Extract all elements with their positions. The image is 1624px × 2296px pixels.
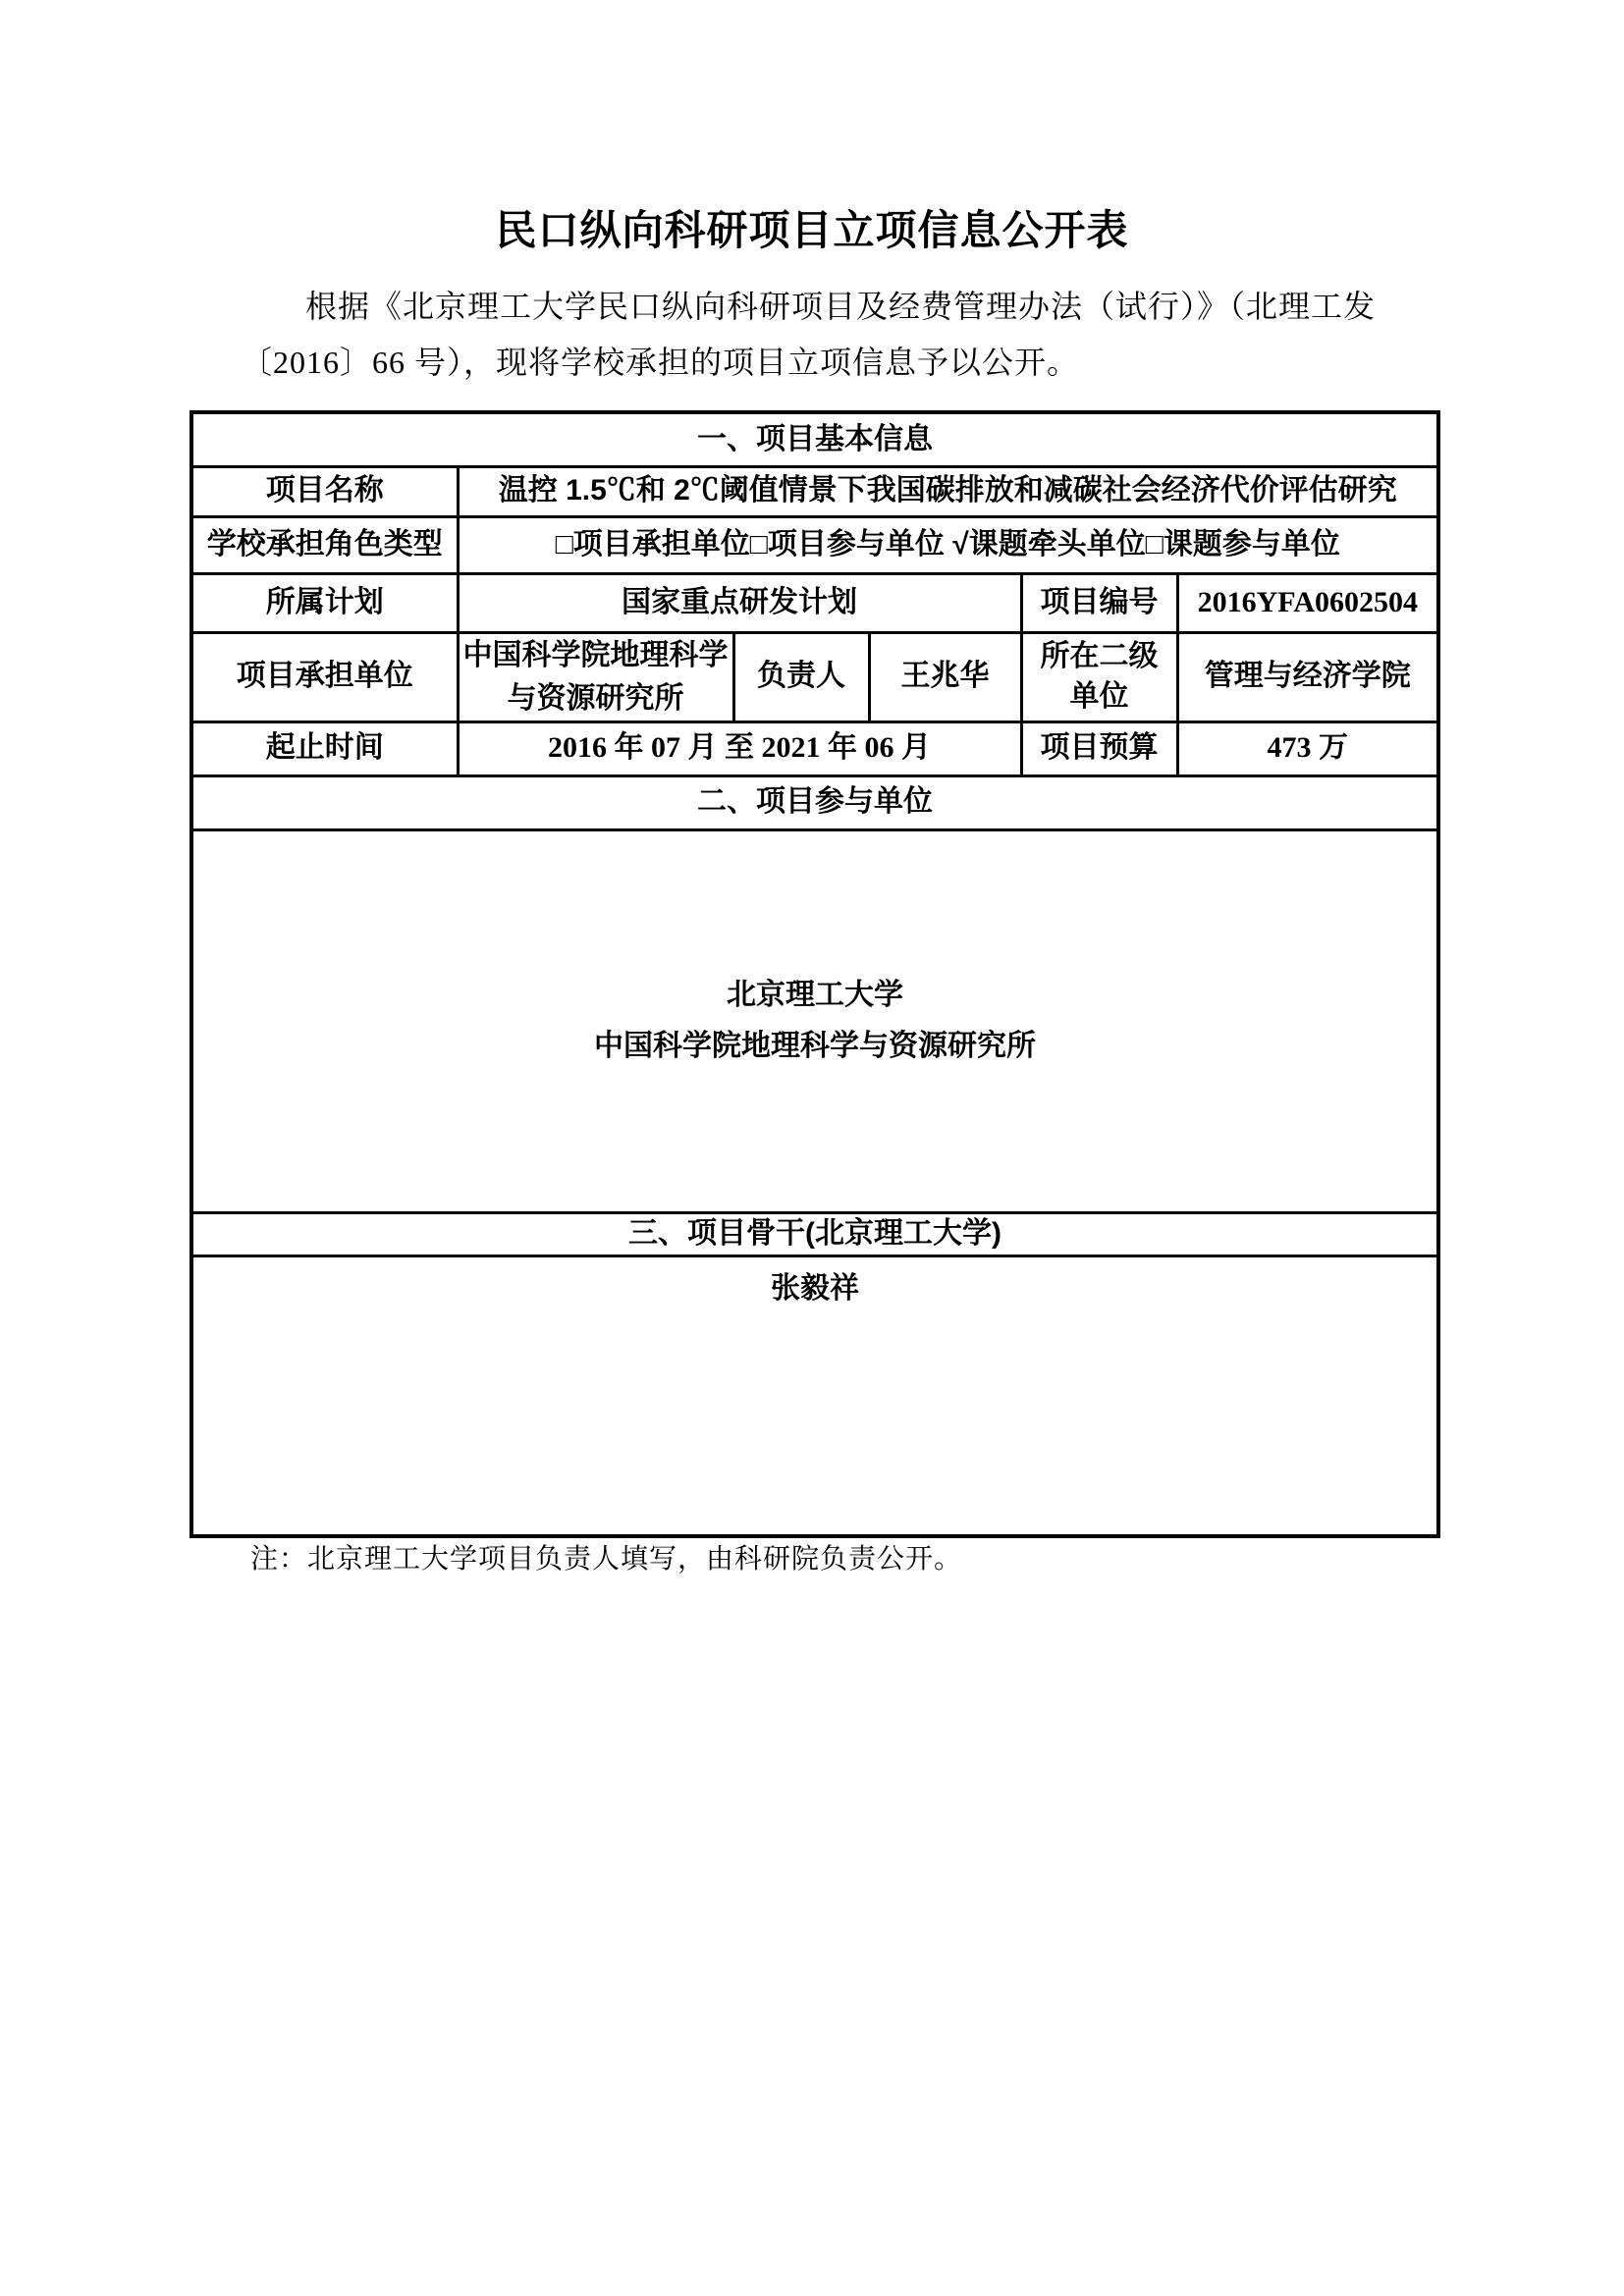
section-core-members-header: 三、项目骨干(北京理工大学) xyxy=(191,1212,1438,1255)
page-title: 民口纵向科研项目立项信息公开表 xyxy=(495,207,1129,253)
project-info-table xyxy=(189,410,1440,1538)
project-name-value: 温控 1.5℃和 2℃阈值情景下我国碳排放和减碳社会经济代价评估研究 xyxy=(458,466,1438,516)
table-row xyxy=(191,573,1438,632)
core-members-cell xyxy=(191,1255,1438,1536)
budget-label: 项目预算 xyxy=(1021,721,1177,775)
participating-unit: 中国科学院地理科学与资源研究所 xyxy=(594,1030,1037,1062)
secondary-unit-value: 管理与经济学院 xyxy=(1177,632,1438,721)
participating-units-list xyxy=(193,970,1436,1072)
intro-line-2: 〔2016〕66 号），现将学校承担的项目立项信息予以公开。 xyxy=(241,345,1080,380)
core-member: 张毅祥 xyxy=(771,1271,860,1305)
participating-units-cell xyxy=(191,829,1438,1212)
duration-label: 起止时间 xyxy=(191,721,458,775)
project-name-label: 项目名称 xyxy=(191,466,458,516)
role-type-label: 学校承担角色类型 xyxy=(191,516,458,573)
table-row xyxy=(191,412,1438,466)
table-row xyxy=(191,829,1438,1212)
table-row xyxy=(191,1255,1438,1536)
secondary-unit-label: 所在二级单位 xyxy=(1021,632,1177,721)
undertaking-unit-label: 项目承担单位 xyxy=(191,632,458,721)
undertaking-unit-value: 中国科学院地理科学与资源研究所 xyxy=(458,632,733,721)
table-row xyxy=(191,632,1438,721)
table-row xyxy=(191,775,1438,829)
leader-value: 王兆华 xyxy=(869,632,1021,721)
project-no-label: 项目编号 xyxy=(1021,573,1177,632)
footnote: 注：北京理工大学项目负责人填写，由科研院负责公开。 xyxy=(250,1544,963,1575)
table-row xyxy=(191,1212,1438,1255)
role-type-value: □项目承担单位□项目参与单位 √课题牵头单位□课题参与单位 xyxy=(458,516,1438,573)
leader-label: 负责人 xyxy=(733,632,869,721)
section-basic-info-header: 一、项目基本信息 xyxy=(191,412,1438,466)
table-row xyxy=(191,516,1438,573)
duration-value: 2016 年 07 月 至 2021 年 06 月 xyxy=(458,721,1021,775)
table-row xyxy=(191,466,1438,516)
plan-value: 国家重点研发计划 xyxy=(458,573,1021,632)
budget-value: 473 万 xyxy=(1177,721,1438,775)
intro-line-1: 根据《北京理工大学民口纵向科研项目及经费管理办法（试行）》（北理工发 xyxy=(305,289,1377,324)
intro-paragraph xyxy=(241,279,1556,391)
table-row xyxy=(191,721,1438,775)
project-no-value: 2016YFA0602504 xyxy=(1177,573,1438,632)
plan-label: 所属计划 xyxy=(191,573,458,632)
section-participating-units-header: 二、项目参与单位 xyxy=(191,775,1438,829)
participating-unit: 北京理工大学 xyxy=(727,979,904,1011)
